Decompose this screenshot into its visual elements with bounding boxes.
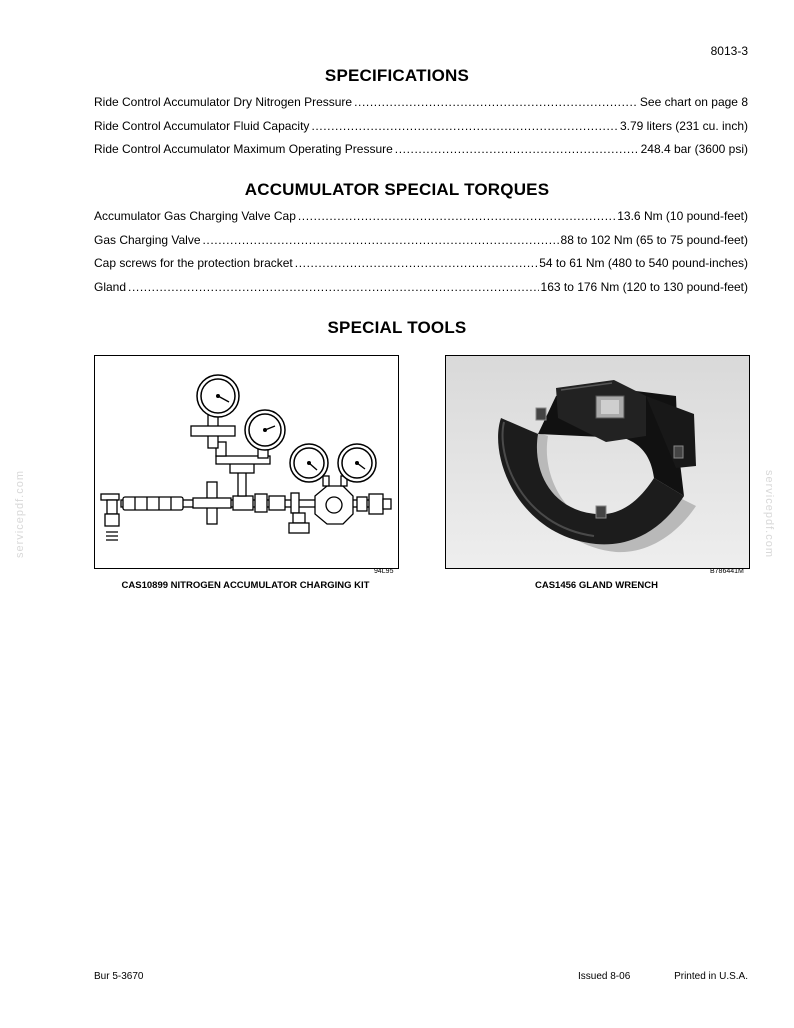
specifications-list [94, 91, 748, 162]
gland-wrench-figure [445, 355, 750, 569]
footer-printed: Printed in U.S.A. [674, 971, 748, 982]
footer-document-number: Bur 5-3670 [94, 971, 144, 982]
torque-value: 54 to 61 Nm (480 to 540 pound-inches) [539, 256, 748, 270]
leader-dots [298, 205, 615, 229]
spec-value: See chart on page 8 [639, 95, 748, 109]
footer-issued: Issued 8-06 [578, 971, 631, 982]
leader-dots [395, 138, 639, 162]
torque-label: Accumulator Gas Charging Valve Cap [94, 209, 296, 223]
spec-row [94, 115, 748, 139]
special-tools-title: SPECIAL TOOLS [327, 318, 467, 337]
leader-dots [203, 229, 559, 253]
torque-label: Cap screws for the protection bracket [94, 256, 293, 270]
torque-label: Gland [94, 279, 127, 294]
spec-value: 248.4 bar (3600 psi) [640, 142, 748, 156]
spec-row [94, 138, 748, 162]
figure-caption: CAS10899 NITROGEN ACCUMULATOR CHARGING KIT [121, 580, 370, 591]
spec-value: 3.79 liters (231 cu. inch) [619, 118, 748, 133]
torque-value: 13.6 Nm (10 pound-feet) [617, 209, 748, 223]
figure-code: 94L95 [374, 568, 394, 575]
watermark-right: servicepdf.com [762, 470, 775, 558]
leader-dots [295, 252, 537, 276]
charging-kit-illustration [95, 356, 398, 568]
leader-dots [311, 115, 618, 139]
torque-row [94, 205, 748, 229]
torques-title: ACCUMULATOR SPECIAL TORQUES [244, 180, 550, 199]
torque-row [94, 229, 748, 253]
torque-row [94, 252, 748, 276]
torque-row [94, 276, 748, 300]
watermark-left: servicepdf.com [13, 470, 26, 558]
torque-value: 163 to 176 Nm (120 to 130 pound-feet) [540, 279, 748, 294]
torque-value: 88 to 102 Nm (65 to 75 pound-feet) [560, 232, 748, 247]
torque-label: Gas Charging Valve [94, 232, 201, 247]
spec-label: Ride Control Accumulator Maximum Operating Pressure [94, 142, 393, 156]
leader-dots [128, 276, 538, 300]
specifications-title: SPECIFICATIONS [324, 66, 470, 85]
spec-row [94, 91, 748, 115]
figure-code: B786441M [710, 568, 744, 575]
page-number: 8013-3 [710, 44, 748, 58]
spec-label: Ride Control Accumulator Fluid Capacity [94, 118, 310, 133]
torques-list [94, 205, 748, 299]
gland-wrench-photo [446, 356, 749, 568]
spec-label: Ride Control Accumulator Dry Nitrogen Pressure [94, 95, 353, 109]
charging-kit-figure [94, 355, 399, 569]
leader-dots [354, 91, 638, 115]
figure-caption: CAS1456 GLAND WRENCH [535, 580, 658, 591]
